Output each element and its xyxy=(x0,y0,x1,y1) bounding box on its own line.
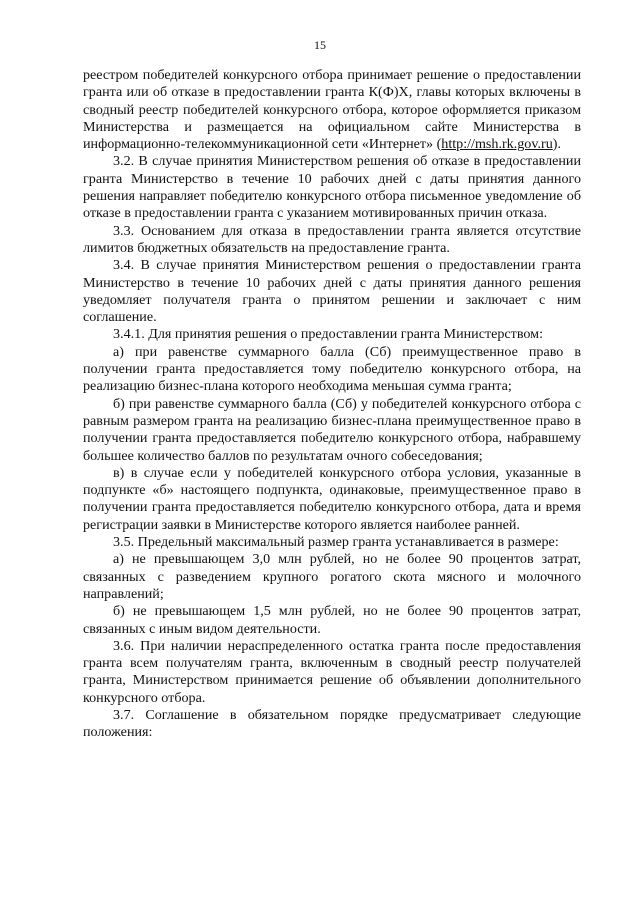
paragraph-3-4-1: 3.4.1. Для принятия решения о предоставлении гранта Министерством: xyxy=(113,326,543,343)
document-body xyxy=(83,67,581,742)
paragraph-continuation xyxy=(83,67,581,153)
paragraph-3-6: 3.6. При наличии нераспределенного остатка гранта после предоставления гранта всем получателям гранта, включенным в сводный реестр получателей гранта, Министерством принимается решение об объявлении дополнительного конкурсного отбора. xyxy=(83,637,581,706)
paragraph-3-5: 3.5. Предельный максимальный размер гранта устанавливается в размере: xyxy=(113,534,559,551)
ministry-website-link[interactable]: http://msh.rk.gov.ru xyxy=(441,136,553,153)
page-number: 15 xyxy=(314,38,326,52)
paragraph-3-5-b: б) не превышающем 1,5 млн рублей, но не более 90 процентов затрат, связанных с иным видом деятельности. xyxy=(83,603,581,637)
paragraph-3-3: 3.3. Основанием для отказа в предоставлении гранта является отсутствие лимитов бюджетных обязательств на предоставление гранта. xyxy=(83,222,581,256)
paragraph-text-end: ). xyxy=(552,136,561,153)
paragraph-3-4-1-b: б) при равенстве суммарного балла (Сб) у победителей конкурсного отбора с равным размером гранта на реализацию бизнес-плана преимущественное право в получении гранта предоставляется победителю конкурсного отбора, набравшему большее количество баллов по результатам очного собеседования; xyxy=(83,395,581,464)
paragraph-3-2: 3.2. В случае принятия Министерством решения об отказе в предоставлении гранта Министерство в течение 10 рабочих дней с даты принятия данного решения направляет победителю конкурсного отбора письменное уведомление об отказе в предоставлении гранта с указанием мотивированных причин отказа. xyxy=(83,153,581,222)
paragraph-3-4-1-a: а) при равенстве суммарного балла (Сб) преимущественное право в получении гранта предоставляется тому победителю конкурсного отбора, на реализацию бизнес-плана которого необходима меньшая сумма гранта; xyxy=(83,343,581,395)
paragraph-3-4: 3.4. В случае принятия Министерством решения о предоставлении гранта Министерство в течение 10 рабочих дней с даты принятия данного решения уведомляет получателя гранта о принятом решении и заключает с ним соглашение. xyxy=(83,257,581,326)
paragraph-3-4-1-v: в) в случае если у победителей конкурсного отбора условия, указанные в подпункте «б» настоящего подпункта, одинаковые, преимущественное право в получении гранта предоставляется победителю конкурсного отбора, дата и время регистрации заявки в Министерстве которого является наиболее ранней. xyxy=(83,464,581,533)
paragraph-3-7: 3.7. Соглашение в обязательном порядке предусматривает следующие положения: xyxy=(83,706,581,741)
paragraph-text: реестром победителей конкурсного отбора принимает решение о предоставлении гранта или об отказе в предоставлении гранта К(Ф)Х, главы которых включены в сводный реестр победителей конкурсного отбора, которое оформляется приказом Министерства и размещается на официальном сайте Министерства в информационно-телекоммуникационной сети «Интернет» ( xyxy=(83,67,581,153)
paragraph-3-5-a: а) не превышающем 3,0 млн рублей, но не более 90 процентов затрат, связанных с разведением крупного рогатого скота мясного и молочного направлений; xyxy=(83,551,581,602)
